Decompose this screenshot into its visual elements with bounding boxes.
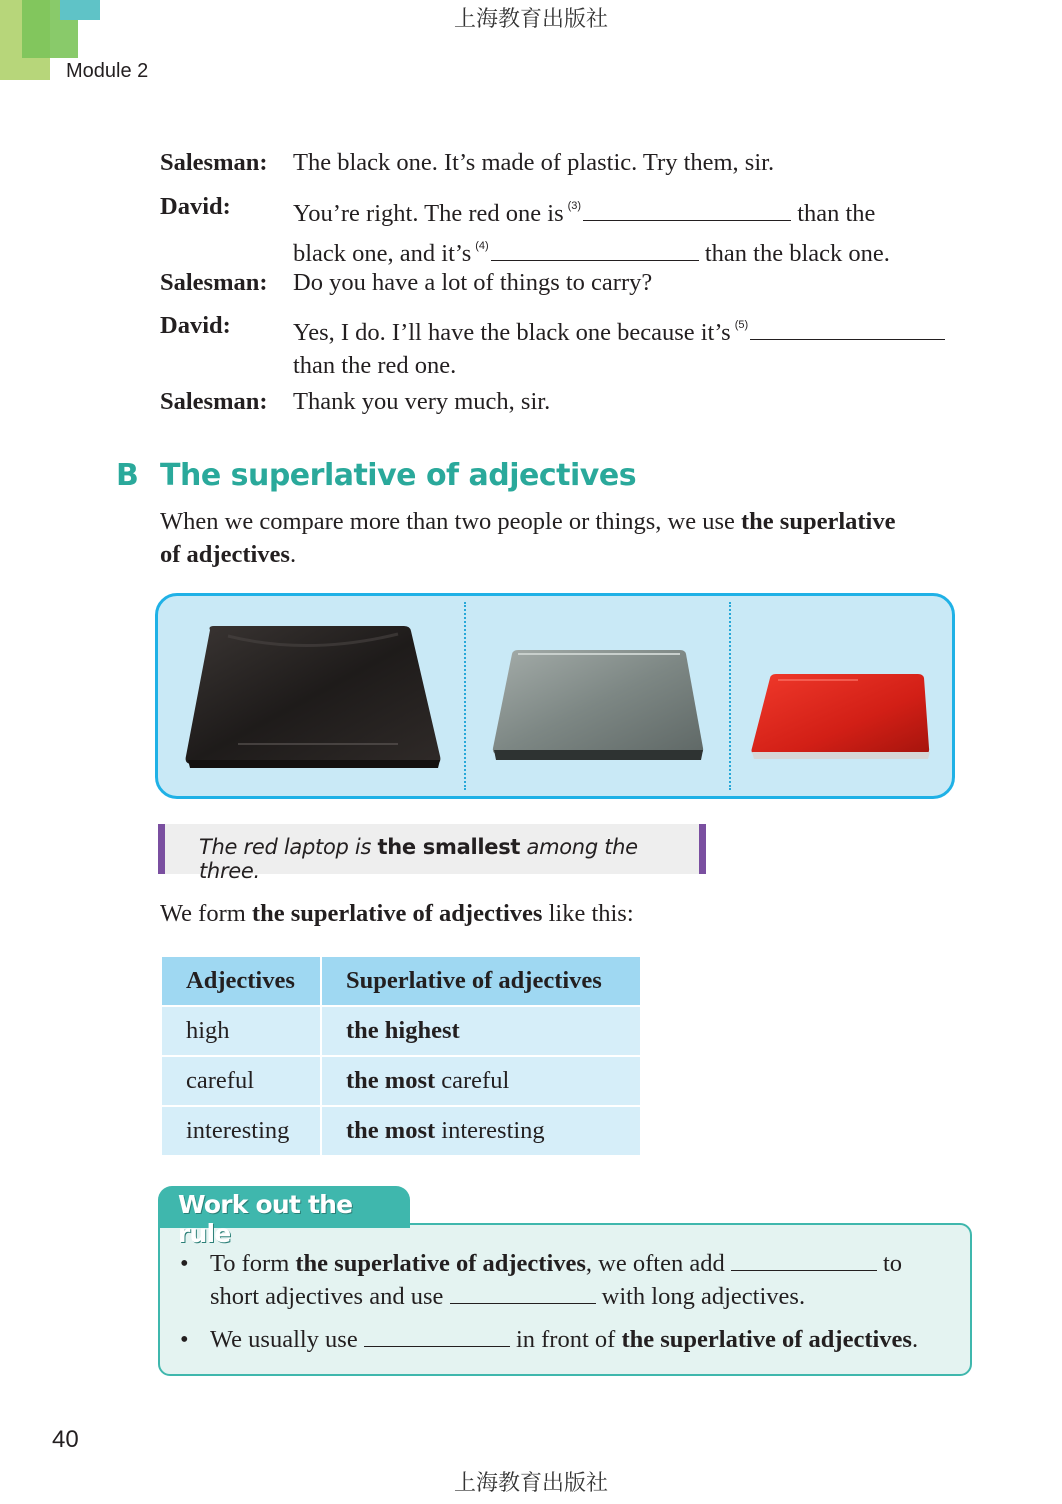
blank-number: (4) [475,240,489,252]
section-letter: B [116,458,139,493]
blank-number: (5) [734,319,749,331]
speaker: David: [160,312,231,339]
page-number: 40 [52,1426,79,1453]
module-label: Module 2 [66,60,149,82]
red-laptop [752,674,931,759]
dialogue-text: The black one. It’s made of plastic. Try them, sir. [293,149,775,176]
dialogue-text: Do you have a lot of things to carry? [293,269,653,296]
rule-item: • We usually use in front of the superlative of adjectives. [180,1326,919,1353]
answer-blank[interactable] [731,1248,877,1271]
laptops-illustration [158,596,952,796]
table-header-row [162,957,640,1005]
table-row [162,1007,640,1055]
table-cell: the most careful [322,1057,640,1105]
publisher-footer: 上海教育出版社 [453,1471,608,1496]
table-cell: high [162,1007,320,1055]
rule-title: Work out the rule [178,1190,353,1248]
table-cell: interesting [162,1107,320,1155]
dialogue-text: than the [797,200,876,227]
example-sentence-box [158,824,706,883]
silver-laptop [493,650,703,760]
publisher-header: 上海教育出版社 [453,7,608,32]
speaker: David: [160,193,231,220]
table-row [162,1107,640,1155]
dialogue-text: than the black one. [704,240,890,267]
form-instruction: We form the superlative of adjectives like this: [160,900,634,927]
answer-blank[interactable] [491,238,699,261]
speaker: Salesman: [160,269,268,296]
dialogue-text: than the red one. [293,352,457,379]
blank-number: (3) [567,200,582,212]
table-row [162,1057,640,1105]
laptop-image-panel [155,593,955,799]
dialogue-text: You’re right. The red one is [293,200,564,227]
dialogue-text: Thank you very much, sir. [293,388,551,415]
answer-blank[interactable] [364,1324,510,1347]
rule-item: • To form the superlative of adjectives, we often add to short adjectives and use with long adjectives. [180,1250,903,1310]
table-cell: the most interesting [322,1107,640,1155]
table-cell: careful [162,1057,320,1105]
answer-blank[interactable] [450,1281,596,1304]
table-header: Adjectives [162,957,320,1005]
table-header: Superlative of adjectives [322,957,640,1005]
speaker: Salesman: [160,149,268,176]
black-laptop [186,626,441,768]
table-cell: the highest [322,1007,640,1055]
dialogue-text: black one, and it’s [293,240,472,267]
section-intro: When we compare more than two people or things, we use the superlative of adjectives. [160,508,896,568]
answer-blank[interactable] [583,198,791,221]
section-title: The superlative of adjectives [160,458,637,493]
speaker: Salesman: [160,388,268,415]
superlative-table [160,955,642,1157]
rule-tab [158,1186,410,1248]
answer-blank[interactable] [750,317,945,340]
dialogue-text: Yes, I do. I’ll have the black one because it’s [293,319,731,346]
example-sentence: The red laptop is the smallest among the three. [199,835,638,883]
